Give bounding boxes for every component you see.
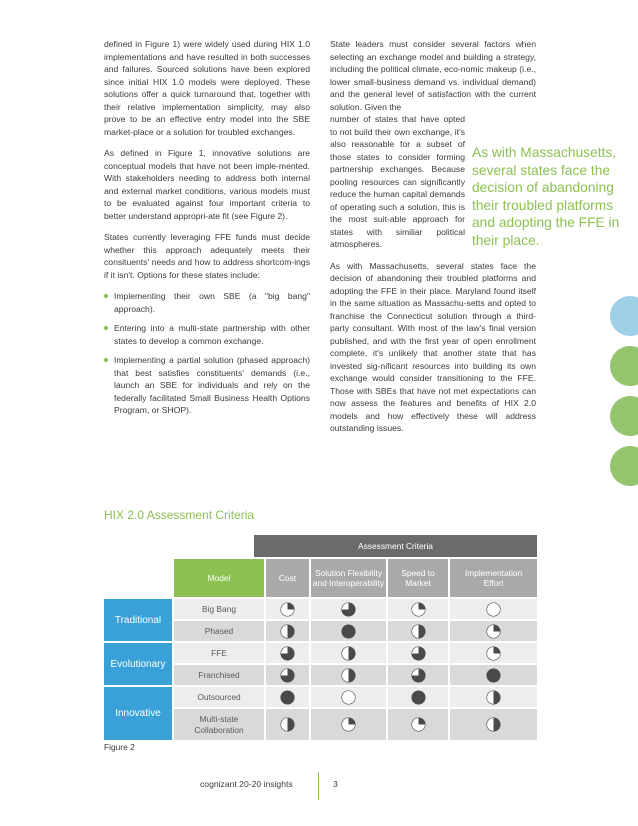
side-tab-2 <box>610 346 638 386</box>
harvey-ball-cell <box>311 709 386 740</box>
options-list <box>104 290 310 417</box>
harvey-ball-icon <box>280 624 295 639</box>
harvey-ball-icon <box>411 668 426 683</box>
model-multi-state-collaboration: Multi-state Collaboration <box>174 709 264 740</box>
body-paragraph: As with Massachusetts, several states face the decision of abandoning their troubled platforms and adopting the FFE in their place. Maryland found itself in the same situation as Massachu-setts and opted to franchise the Connecticut solution through a third-party consultant. With most of the law's final version published, and with the first year of open enrollment complete, it's unlikely that another state that has invested sig-nificant resources into building its own exchange would consider transitioning to the FFE. Those with SBEs that have not met expectations can now assess the features and benefits of HIX 2.0 models and how effectively these will address outstanding issues. <box>330 260 536 433</box>
body-paragraph: defined in Figure 1) were widely used during HIX 1.0 implementations and have resulted in both successes and failures. Sourced solutions have been explored since initial HIX 1.0 models were deployed. These solutions offer a quick turnaround that, together with their relative implementation simplicity, may also prove to be an effective entry model into the SBE market-place or a solution for troubled exchanges. <box>104 39 310 137</box>
harvey-ball-icon <box>341 646 356 661</box>
harvey-ball-cell <box>388 621 448 641</box>
harvey-ball-icon <box>280 690 295 705</box>
harvey-ball-icon <box>341 668 356 683</box>
harvey-ball-icon <box>486 646 501 661</box>
criteria-header-speed: Speed to Market <box>388 559 448 597</box>
page-number: 3 <box>333 779 338 789</box>
group-traditional: Traditional <box>104 599 172 641</box>
harvey-ball-cell <box>311 665 386 685</box>
model-ffe: FFE <box>174 643 264 663</box>
harvey-ball-cell <box>388 687 448 707</box>
harvey-ball-icon <box>411 690 426 705</box>
harvey-ball-cell <box>388 643 448 663</box>
body-paragraph: As defined in Figure 1, innovative solutions are conceptual models that have not been imple-mented. With stakeholders needing to address both internal and external market conditions, various models must to be evaluated against four important criteria to better understand appropri-ate fit (see Figure 2). <box>104 148 310 221</box>
harvey-ball-cell <box>388 665 448 685</box>
harvey-ball-icon <box>341 602 356 617</box>
model-outsourced: Outsourced <box>174 687 264 707</box>
harvey-ball-icon <box>280 668 295 683</box>
harvey-ball-icon <box>341 717 356 732</box>
harvey-ball-icon <box>486 717 501 732</box>
harvey-ball-cell <box>311 643 386 663</box>
footer-divider <box>318 772 319 800</box>
list-item: Implementing their own SBE (a "big bang" approach). <box>104 290 310 315</box>
criteria-header-cost: Cost <box>266 559 309 597</box>
harvey-ball-icon <box>486 690 501 705</box>
pull-quote: As with Massachusetts, several states face the decision of abandoning their troubled platforms and adopting the FFE in their place. <box>472 145 620 248</box>
side-tab-1 <box>610 296 638 336</box>
harvey-ball-cell <box>450 709 537 740</box>
footer-text: cognizant 20-20 insights <box>200 779 293 789</box>
harvey-ball-cell <box>450 687 537 707</box>
group-evolutionary: Evolutionary <box>104 643 172 685</box>
list-item: Entering into a multi-state partnership with other states to develop a common exchange. <box>104 322 310 347</box>
harvey-ball-icon <box>486 668 501 683</box>
side-tab-3 <box>610 396 638 436</box>
model-big-bang: Big Bang <box>174 599 264 619</box>
harvey-ball-icon <box>411 717 426 732</box>
harvey-ball-cell <box>450 643 537 663</box>
harvey-ball-icon <box>411 624 426 639</box>
harvey-ball-cell <box>266 687 309 707</box>
harvey-ball-cell <box>450 665 537 685</box>
model-phased: Phased <box>174 621 264 641</box>
assessment-criteria-header: Assessment Criteria <box>254 535 537 557</box>
harvey-ball-cell <box>311 599 386 619</box>
harvey-ball-icon <box>341 624 356 639</box>
list-item: Implementing a partial solution (phased approach) that best satisfies constituents' demands (i.e., launch an SBE for individuals and rely on the federally facilitated Small Business Health Options Program, or SHOP). <box>104 354 310 417</box>
harvey-ball-cell <box>311 687 386 707</box>
harvey-ball-cell <box>266 621 309 641</box>
body-paragraph: State leaders must consider several factors when selecting an exchange model and building a strategy, including the political climate, eco-nomic makeup (i.e., lower small-business demand vs. individual demand) and the general level of satisfaction with the current solution. Given the <box>330 39 536 112</box>
harvey-ball-icon <box>411 646 426 661</box>
left-column <box>104 38 310 424</box>
harvey-ball-cell <box>388 599 448 619</box>
harvey-ball-cell <box>266 643 309 663</box>
body-paragraph-wrapped: number of states that have opted to not build their own exchange, it's also reasonable for a subset of those states to consider forming partnership exchanges. Because pooling resources can significantly reduce the human capital demands of operating such a solution, this is the most suit-able approach for states with similiar political atmospheres. <box>330 114 465 249</box>
harvey-ball-cell <box>450 621 537 641</box>
harvey-ball-cell <box>311 621 386 641</box>
model-franchised: Franchised <box>174 665 264 685</box>
harvey-ball-cell <box>266 665 309 685</box>
harvey-ball-icon <box>486 624 501 639</box>
harvey-ball-cell <box>266 709 309 740</box>
harvey-ball-icon <box>280 602 295 617</box>
body-paragraph: States currently leveraging FFE funds must decide whether this approach adequately meets their consituents' needs and how to address shortcom-ings if it isn't. Options for these states include: <box>104 232 310 280</box>
harvey-ball-icon <box>280 646 295 661</box>
harvey-ball-cell <box>388 709 448 740</box>
group-innovative: Innovative <box>104 687 172 740</box>
figure-caption: Figure 2 <box>104 742 135 752</box>
side-tab-4 <box>610 446 638 486</box>
harvey-ball-icon <box>486 602 501 617</box>
harvey-ball-cell <box>266 599 309 619</box>
criteria-header-flexibility: Solution Flexibility and Interoperability <box>311 559 386 597</box>
harvey-ball-icon <box>411 602 426 617</box>
harvey-ball-icon <box>341 690 356 705</box>
harvey-ball-icon <box>280 717 295 732</box>
assessment-table <box>104 535 537 740</box>
criteria-header-effort: Implementation Effort <box>450 559 537 597</box>
section-title: HIX 2.0 Assessment Criteria <box>104 508 255 522</box>
harvey-ball-cell <box>450 599 537 619</box>
model-header: Model <box>174 559 264 597</box>
